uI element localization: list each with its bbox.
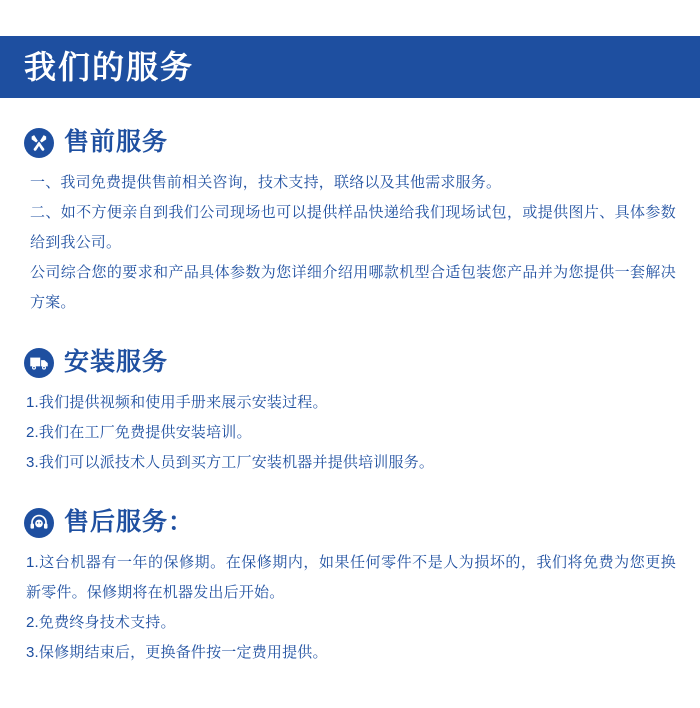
list-item: 公司综合您的要求和产品具体参数为您详细介绍用哪款机型合适包装您产品并为您提供一套解决方案。 (30, 264, 676, 311)
list-item: 一、我司免费提供售前相关咨询，技术支持，联络以及其他需求服务。 (30, 174, 502, 191)
section-after-sale (0, 508, 700, 668)
list-item: 1.这台机器有一年的保修期。在保修期内，如果任何零件不是人为损坏的，我们将免费为您更换新零件。保修期将在机器发出后开始。 (26, 554, 676, 601)
list-item: 1.我们提供视频和使用手册来展示安装过程。 (26, 394, 328, 411)
section-lines-pre-sale (24, 168, 676, 318)
list-item: 3.保修期结束后，更换备件按一定费用提供。 (26, 644, 328, 661)
page-title: 我们的服务 (24, 49, 195, 85)
list-item: 3.我们可以派技术人员到买方工厂安装机器并提供培训服务。 (26, 454, 435, 471)
section-title-after-sale: 售后服务： (64, 508, 195, 537)
section-lines-after-sale (24, 548, 676, 668)
list-item: 2.免费终身技术支持。 (26, 614, 176, 631)
section-header-after-sale (24, 508, 676, 538)
list-item: 2.我们在工厂免费提供安装培训。 (26, 424, 252, 441)
sections-container (0, 98, 700, 668)
page-header-banner (0, 36, 700, 98)
headset-icon (24, 508, 54, 538)
list-item: 二、如不方便亲自到我们公司现场也可以提供样品快递给我们现场试包，或提供图片、具体参数给到我公司。 (30, 204, 676, 251)
section-pre-sale (0, 128, 700, 318)
section-title-pre-sale: 售前服务 (64, 128, 169, 157)
section-installation (0, 348, 700, 478)
section-lines-installation (24, 388, 676, 478)
tools-icon (24, 128, 54, 158)
section-title-installation: 安装服务 (64, 348, 169, 377)
section-header-installation (24, 348, 676, 378)
section-header-pre-sale (24, 128, 676, 158)
truck-icon (24, 348, 54, 378)
